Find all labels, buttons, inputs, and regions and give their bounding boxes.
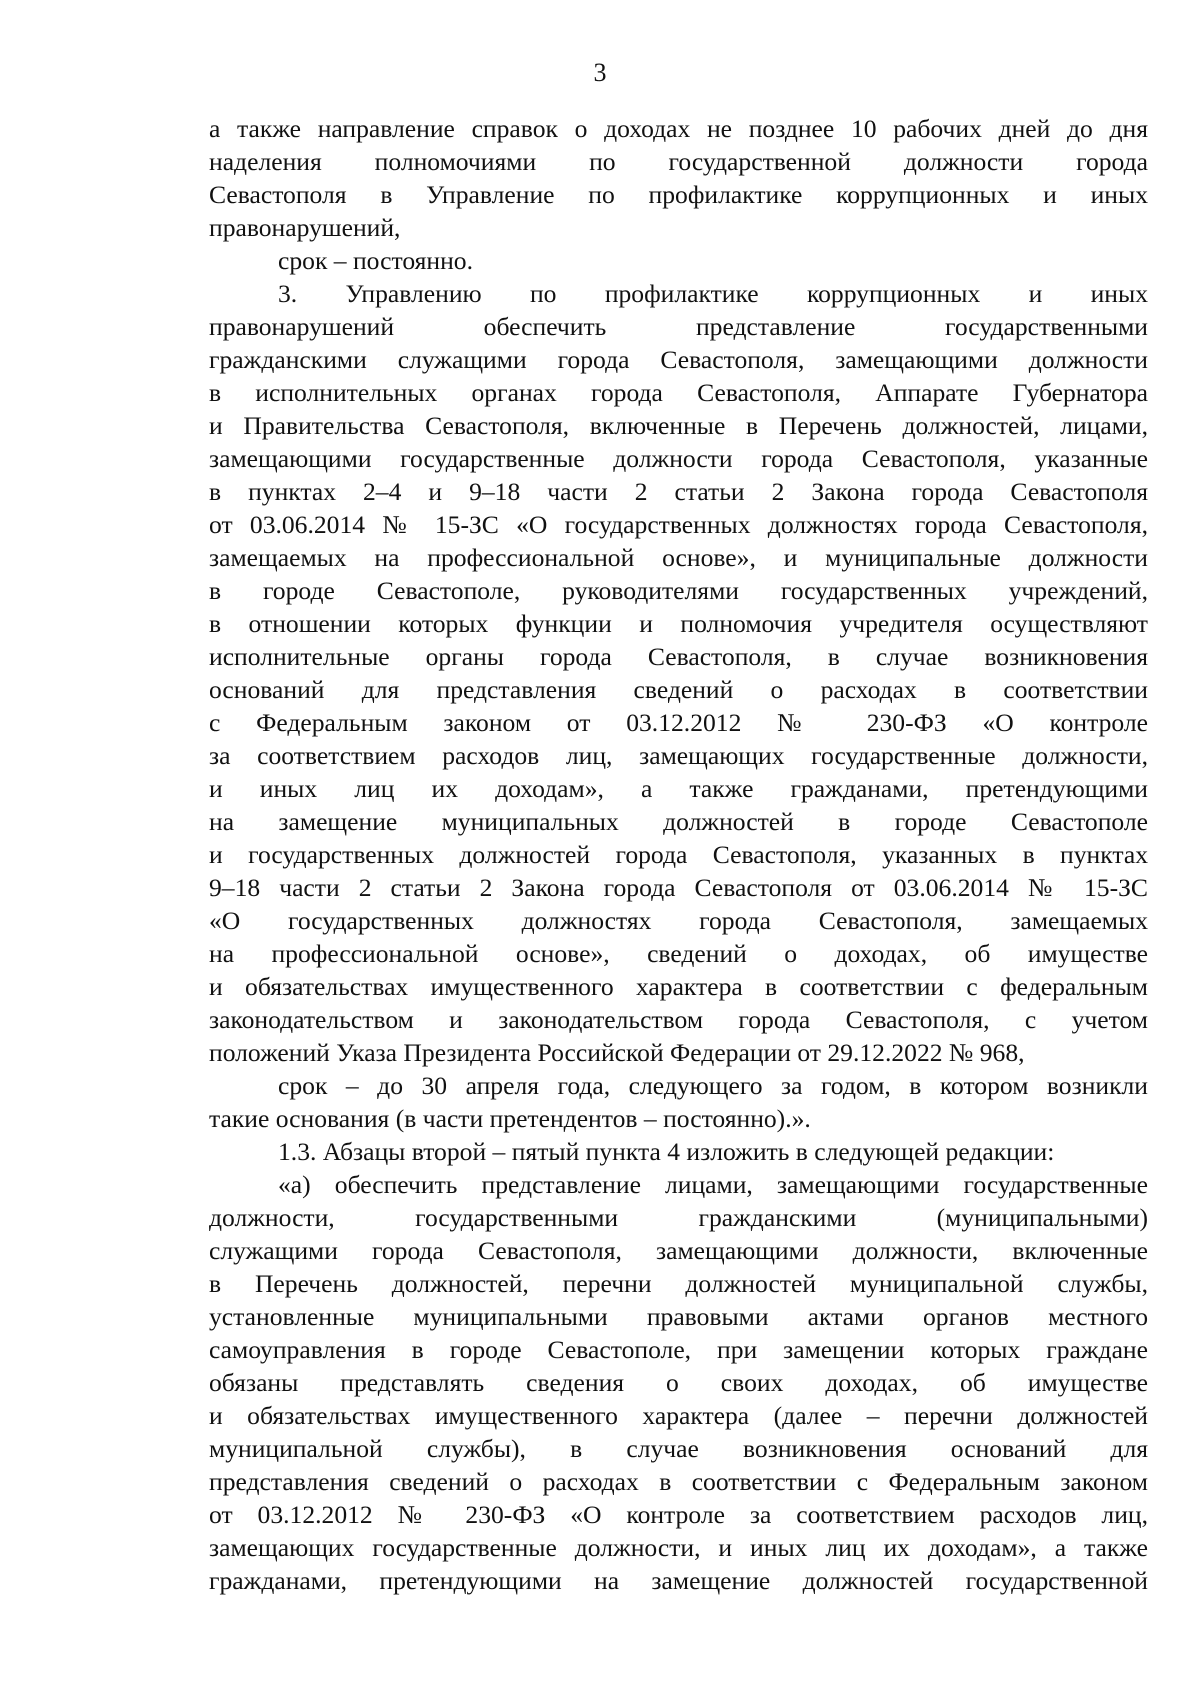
- text-line: замещаемых на профессиональной основе», и муниципальные должности: [209, 543, 1148, 572]
- text-line: замещающих государственные должности, и иных лиц их доходам», а также: [209, 1533, 1148, 1562]
- text-line: муниципальной службы), в случае возникновения оснований для: [209, 1434, 1148, 1463]
- text-line: «а) обеспечить представление лицами, замещающими государственные: [278, 1170, 1148, 1199]
- text-line: в пунктах 2–4 и 9–18 части 2 статьи 2 Закона города Севастополя: [209, 477, 1148, 506]
- text-line: в отношении которых функции и полномочия учредителя осуществляют: [209, 609, 1148, 638]
- text-line: должности, государственными гражданскими (муниципальными): [209, 1203, 1148, 1232]
- text-line: и государственных должностей города Севастополя, указанных в пунктах: [209, 840, 1148, 869]
- text-line: служащими города Севастополя, замещающими должности, включенные: [209, 1236, 1148, 1265]
- text-line: гражданами, претендующими на замещение должностей государственной: [209, 1566, 1148, 1595]
- text-line: Севастополя в Управление по профилактике коррупционных и иных: [209, 180, 1148, 209]
- text-line: правонарушений обеспечить представление государственными: [209, 312, 1148, 341]
- text-line: 1.3. Абзацы второй – пятый пункта 4 изложить в следующей редакции:: [278, 1137, 1055, 1166]
- document-body: [209, 112, 1148, 1597]
- text-line: срок – до 30 апреля года, следующего за годом, в котором возникли: [278, 1071, 1148, 1100]
- text-line: и Правительства Севастополя, включенные в Перечень должностей, лицами,: [209, 411, 1148, 440]
- text-line: исполнительные органы города Севастополя, в случае возникновения: [209, 642, 1148, 671]
- text-line: от 03.12.2012 № 230-ФЗ «О контроле за соответствием расходов лиц,: [209, 1500, 1148, 1529]
- text-line: гражданскими служащими города Севастополя, замещающими должности: [209, 345, 1148, 374]
- text-line: в исполнительных органах города Севастополя, Аппарате Губернатора: [209, 378, 1148, 407]
- text-line: в Перечень должностей, перечни должностей муниципальной службы,: [209, 1269, 1148, 1298]
- text-line: представления сведений о расходах в соответствии с Федеральным законом: [209, 1467, 1148, 1496]
- page-number: 3: [593, 58, 607, 87]
- text-line: самоуправления в городе Севастополе, при замещении которых граждане: [209, 1335, 1148, 1364]
- text-line: такие основания (в части претендентов – постоянно).».: [209, 1104, 811, 1133]
- text-line: в городе Севастополе, руководителями государственных учреждений,: [209, 576, 1148, 605]
- text-line: обязаны представлять сведения о своих доходах, об имуществе: [209, 1368, 1148, 1397]
- text-line: срок – постоянно.: [278, 246, 473, 275]
- text-line: законодательством и законодательством города Севастополя, с учетом: [209, 1005, 1148, 1034]
- text-line: установленные муниципальными правовыми актами органов местного: [209, 1302, 1148, 1331]
- text-line: 3. Управлению по профилактике коррупционных и иных: [278, 279, 1148, 308]
- text-line: за соответствием расходов лиц, замещающих государственные должности,: [209, 741, 1148, 770]
- text-line: на профессиональной основе», сведений о доходах, об имуществе: [209, 939, 1148, 968]
- text-line: замещающими государственные должности города Севастополя, указанные: [209, 444, 1148, 473]
- text-line: оснований для представления сведений о расходах в соответствии: [209, 675, 1148, 704]
- text-line: и обязательствах имущественного характера в соответствии с федеральным: [209, 972, 1148, 1001]
- text-line: а также направление справок о доходах не позднее 10 рабочих дней до дня: [209, 114, 1148, 143]
- text-line: «О государственных должностях города Севастополя, замещаемых: [209, 906, 1148, 935]
- text-line: наделения полномочиями по государственной должности города: [209, 147, 1148, 176]
- text-line: положений Указа Президента Российской Федерации от 29.12.2022 № 968,: [209, 1038, 1025, 1067]
- text-line: на замещение муниципальных должностей в городе Севастополе: [209, 807, 1148, 836]
- text-line: от 03.06.2014 № 15-ЗС «О государственных должностях города Севастополя,: [209, 510, 1148, 539]
- text-line: 9–18 части 2 статьи 2 Закона города Севастополя от 03.06.2014 № 15-ЗС: [209, 873, 1148, 902]
- text-line: с Федеральным законом от 03.12.2012 № 230-ФЗ «О контроле: [209, 708, 1148, 737]
- text-line: правонарушений,: [209, 213, 401, 242]
- text-line: и обязательствах имущественного характера (далее – перечни должностей: [209, 1401, 1148, 1430]
- text-line: и иных лиц их доходам», а также гражданами, претендующими: [209, 774, 1148, 803]
